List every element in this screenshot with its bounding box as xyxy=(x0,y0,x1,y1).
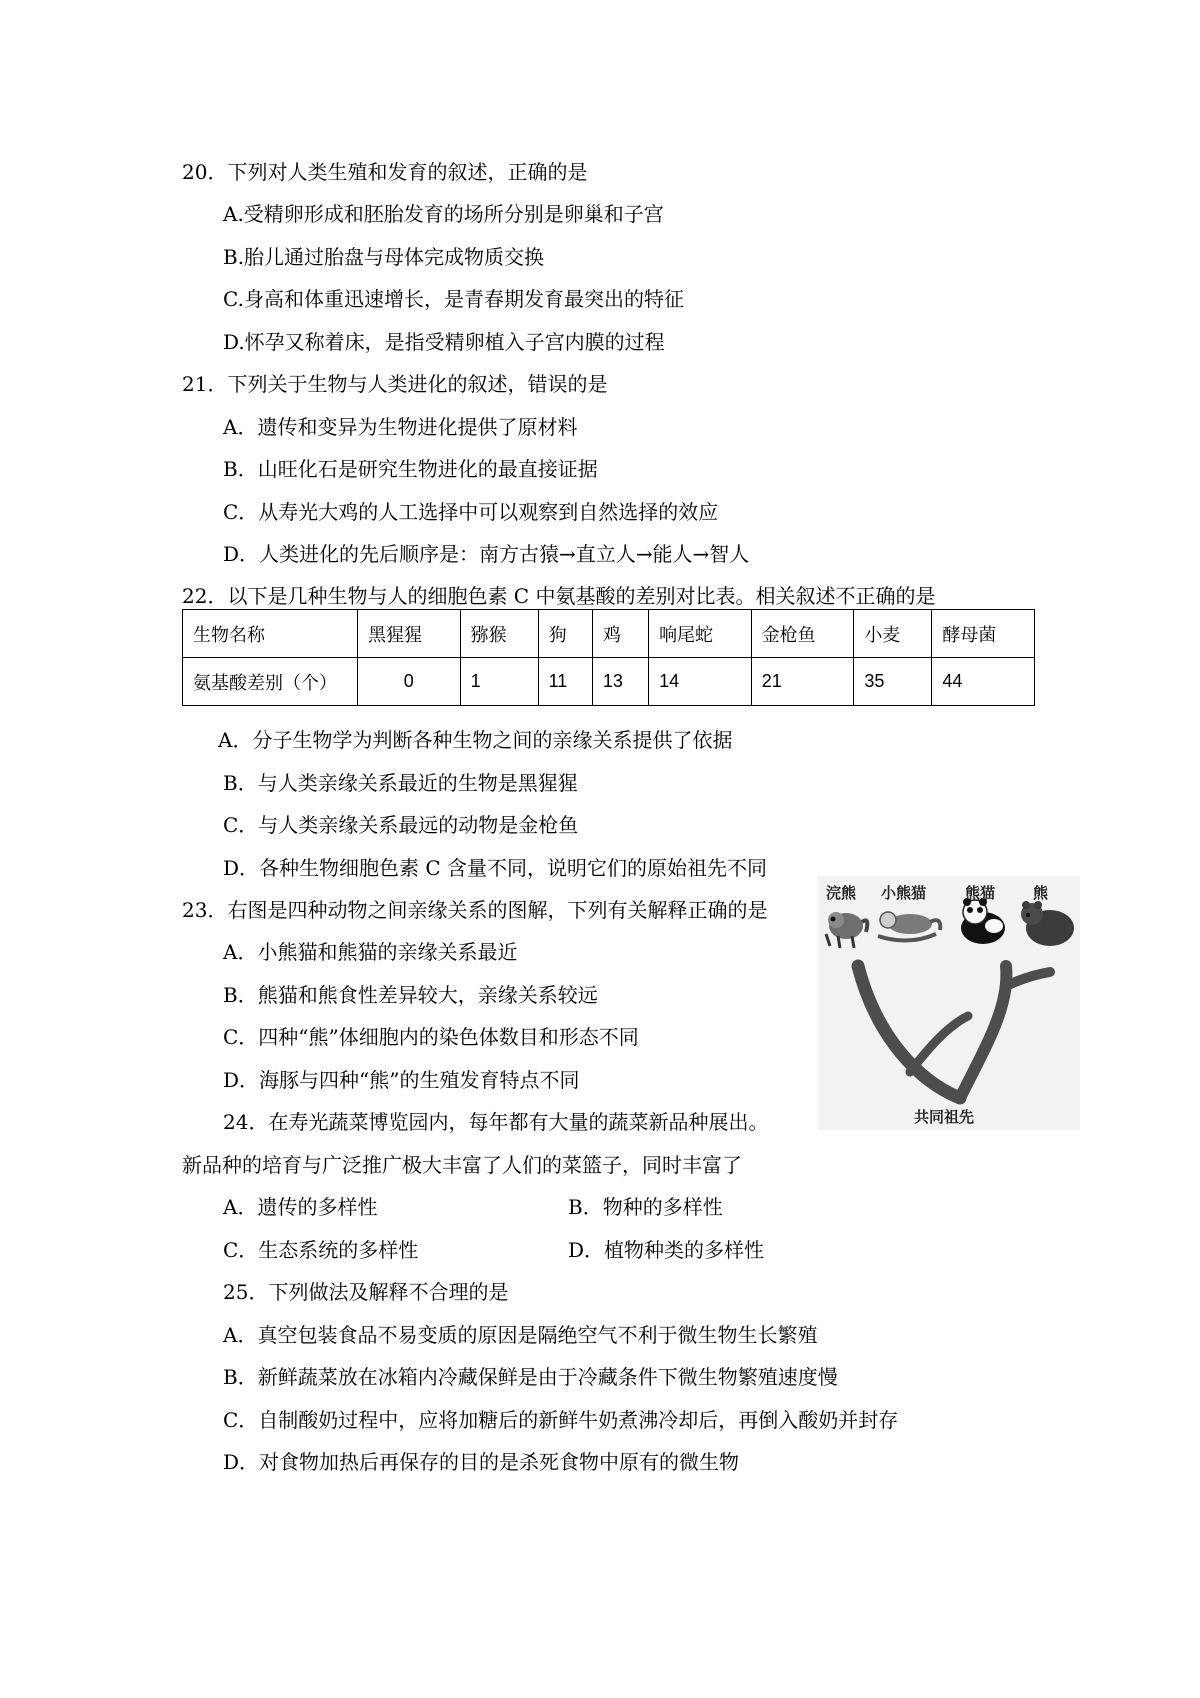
figure-label-common-ancestor: 共同祖先 xyxy=(914,1108,975,1126)
phylogeny-tree-graphic xyxy=(818,876,1080,1130)
table-cell-difference: 35 xyxy=(854,658,932,706)
question-23-option-d: D．海豚与四种“熊”的生殖发育特点不同 xyxy=(223,1068,580,1092)
amino-acid-difference-table xyxy=(182,609,1035,706)
question-25-option-b: B．新鲜蔬菜放在冰箱内冷藏保鲜是由于冷藏条件下微生物繁殖速度慢 xyxy=(223,1365,838,1389)
question-22-option-b: B．与人类亲缘关系最近的生物是黑猩猩 xyxy=(223,771,578,795)
table-cell-difference: 14 xyxy=(649,658,752,706)
question-22-option-d: D．各种生物细胞色素 C 含量不同，说明它们的原始祖先不同 xyxy=(223,856,768,880)
question-20-option-a: A.受精卵形成和胚胎发育的场所分别是卵巢和子宫 xyxy=(223,202,664,226)
table-header-label: 生物名称 xyxy=(183,610,358,658)
question-23-option-c: C．四种“熊”体细胞内的染色体数目和形态不同 xyxy=(223,1025,639,1049)
question-23-option-b: B．熊猫和熊食性差异较大，亲缘关系较远 xyxy=(223,983,598,1007)
question-22-stem: 22．以下是几种生物与人的细胞色素 C 中氨基酸的差别对比表。相关叙述不正确的是 xyxy=(182,584,936,608)
question-22-option-c: C．与人类亲缘关系最远的动物是金枪鱼 xyxy=(223,813,579,837)
giant-panda-icon xyxy=(961,898,1005,944)
question-23-option-a: A．小熊猫和熊猫的亲缘关系最近 xyxy=(223,940,518,964)
table-cell-difference: 11 xyxy=(538,658,592,706)
table-cell-organism: 猕猴 xyxy=(460,610,538,658)
question-24-option-d: D．植物种类的多样性 xyxy=(568,1238,765,1262)
table-data-row xyxy=(183,658,1035,706)
red-panda-icon xyxy=(878,912,940,941)
question-25-stem: 25．下列做法及解释不合理的是 xyxy=(223,1280,509,1304)
figure-label-red-panda: 小熊猫 xyxy=(881,884,927,902)
question-25-option-d: D．对食物加热后再保存的目的是杀死食物中原有的微生物 xyxy=(223,1450,740,1474)
question-24-stem-line2: 新品种的培育与广泛推广极大丰富了人们的菜篮子，同时丰富了 xyxy=(182,1153,742,1177)
figure-label-bear: 熊 xyxy=(1033,884,1049,902)
question-21-option-a: A．遗传和变异为生物进化提供了原材料 xyxy=(223,415,578,439)
question-20-option-c: C.身高和体重迅速增长，是青春期发育最突出的特征 xyxy=(223,287,684,311)
question-24-option-c: C．生态系统的多样性 xyxy=(223,1238,419,1262)
question-21-option-d: D．人类进化的先后顺序是：南方古猿→直立人→能人→智人 xyxy=(223,542,750,566)
question-23-stem: 23．右图是四种动物之间亲缘关系的图解，下列有关解释正确的是 xyxy=(182,898,768,922)
raccoon-icon xyxy=(826,912,867,948)
bear-icon xyxy=(1021,901,1074,946)
question-20-stem: 20．下列对人类生殖和发育的叙述，正确的是 xyxy=(182,160,588,184)
figure-label-giant-panda: 熊猫 xyxy=(965,884,996,902)
table-cell-organism: 金枪鱼 xyxy=(751,610,854,658)
table-header-row xyxy=(183,610,1035,658)
table-cell-difference: 44 xyxy=(932,658,1035,706)
table-cell-difference: 1 xyxy=(460,658,538,706)
question-20-option-b: B.胎儿通过胎盘与母体完成物质交换 xyxy=(223,245,545,269)
question-24-stem-line1: 24．在寿光蔬菜博览园内，每年都有大量的蔬菜新品种展出。 xyxy=(223,1110,769,1134)
table-cell-organism: 响尾蛇 xyxy=(649,610,752,658)
question-22-option-a: A．分子生物学为判断各种生物之间的亲缘关系提供了依据 xyxy=(218,728,733,752)
table-cell-organism: 黑猩猩 xyxy=(358,610,461,658)
table-cell-organism: 狗 xyxy=(538,610,592,658)
question-20-option-d: D.怀孕又称着床，是指受精卵植入子宫内膜的过程 xyxy=(223,330,665,354)
question-21-option-c: C．从寿光大鸡的人工选择中可以观察到自然选择的效应 xyxy=(223,500,719,524)
table-row-label: 氨基酸差别（个） xyxy=(183,658,358,706)
question-25-option-c: C．自制酸奶过程中，应将加糖后的新鲜牛奶煮沸冷却后，再倒入酸奶并封存 xyxy=(223,1408,899,1432)
question-24-option-a: A．遗传的多样性 xyxy=(223,1195,378,1219)
question-21-stem: 21．下列关于生物与人类进化的叙述，错误的是 xyxy=(182,372,608,396)
table-cell-organism: 小麦 xyxy=(854,610,932,658)
figure-label-raccoon: 浣熊 xyxy=(826,884,857,902)
table-cell-organism: 酵母菌 xyxy=(932,610,1035,658)
question-25-option-a: A．真空包装食品不易变质的原因是隔绝空气不利于微生物生长繁殖 xyxy=(223,1323,818,1347)
table-cell-difference: 0 xyxy=(358,658,461,706)
table-cell-difference: 13 xyxy=(592,658,648,706)
table-cell-difference: 21 xyxy=(751,658,854,706)
question-21-option-b: B．山旺化石是研究生物进化的最直接证据 xyxy=(223,457,598,481)
table-cell-organism: 鸡 xyxy=(592,610,648,658)
phylogeny-figure xyxy=(818,876,1080,1130)
question-24-option-b: B．物种的多样性 xyxy=(568,1195,723,1219)
